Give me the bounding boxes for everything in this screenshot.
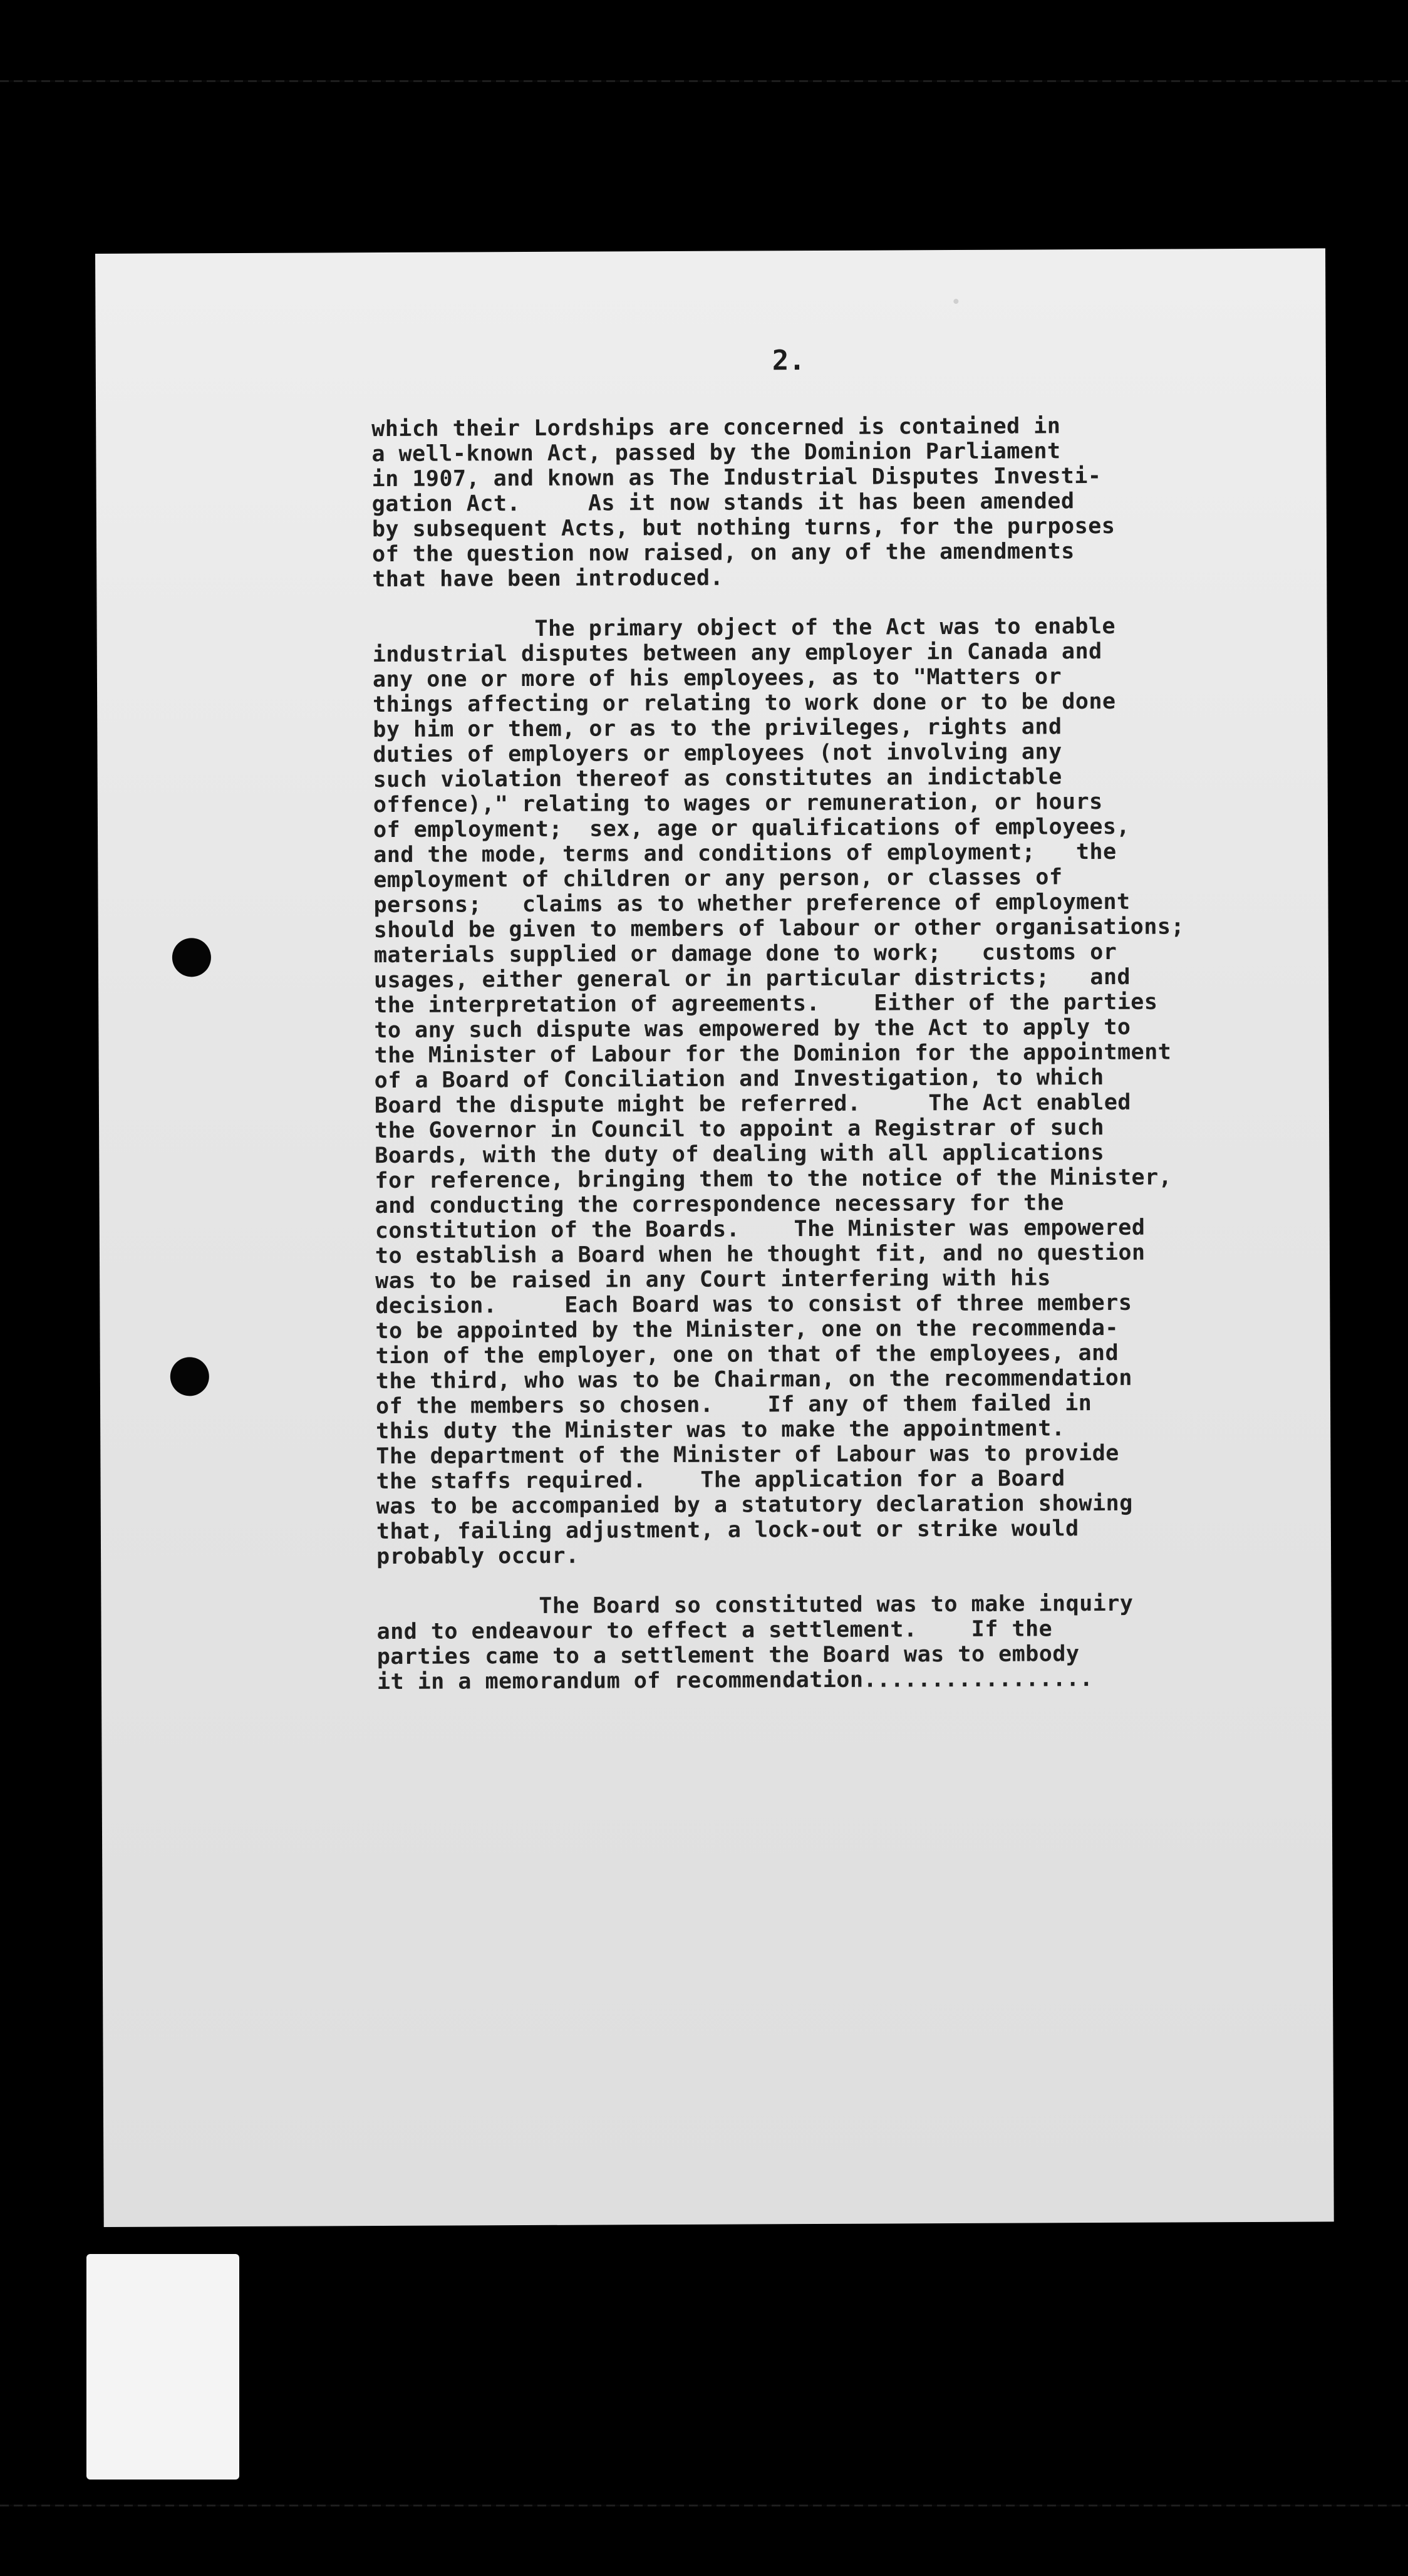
text-line: of a Board of Conciliation and Investigation, to which bbox=[374, 1064, 1104, 1094]
text-line: should be given to members of labour or other organisations; bbox=[373, 914, 1185, 943]
text-line: Boards, with the duty of dealing with all applications bbox=[375, 1140, 1105, 1169]
text-line: by subsequent Acts, but nothing turns, for the purposes bbox=[371, 513, 1116, 543]
text-line: that have been introduced. bbox=[372, 565, 724, 593]
text-line: the Minister of Labour for the Dominion for the appointment bbox=[374, 1039, 1172, 1069]
text-line: that, failing adjustment, a lock-out or strike would bbox=[376, 1516, 1079, 1545]
text-line: such violation thereof as constitutes an indictable bbox=[373, 764, 1062, 793]
punch-hole-bottom bbox=[170, 1357, 209, 1396]
text-line: of employment; sex, age or qualifications of employees, bbox=[373, 814, 1131, 843]
text-line: tion of the employer, one on that of the employees, and bbox=[375, 1340, 1119, 1369]
text-line: materials supplied or damage done to work; customs or bbox=[373, 939, 1117, 969]
punch-hole-top bbox=[172, 938, 211, 977]
page-number: 2. bbox=[772, 345, 805, 377]
text-line: industrial disputes between any employer in Canada and bbox=[372, 638, 1102, 668]
text-line: was to be accompanied by a statutory declaration showing bbox=[376, 1490, 1133, 1520]
document-body bbox=[371, 412, 1323, 1720]
document-page bbox=[95, 248, 1334, 2227]
text-line: probably occur. bbox=[376, 1543, 579, 1570]
text-line: to establish a Board when he thought fit, and no question bbox=[375, 1240, 1146, 1269]
text-line: of the question now raised, on any of the amendments bbox=[372, 539, 1075, 568]
text-line: to any such dispute was empowered by the Act to apply to bbox=[374, 1014, 1131, 1044]
text-line: of the members so chosen. If any of them failed in bbox=[375, 1391, 1092, 1420]
text-line: the staffs required. The application for a Board bbox=[376, 1466, 1065, 1495]
paragraph bbox=[373, 613, 1323, 1569]
text-line: was to be raised in any Court interfering with his bbox=[375, 1265, 1051, 1294]
text-line: a well-known Act, passed by the Dominion Parliament bbox=[371, 439, 1061, 467]
text-line: offence)," relating to wages or remuneration, or hours bbox=[373, 789, 1103, 818]
text-line: Board the dispute might be referred. The Act enabled bbox=[374, 1089, 1132, 1119]
text-line: and to endeavour to effect a settlement. If the bbox=[376, 1616, 1053, 1645]
archive-tab-card bbox=[86, 2254, 239, 2480]
text-line: it in a memorandum of recommendation................. bbox=[376, 1666, 1094, 1695]
scan-bottom-edge bbox=[0, 2505, 1408, 2506]
text-line: things affecting or relating to work done or to be done bbox=[373, 688, 1116, 718]
text-line: which their Lordships are concerned is contained in bbox=[371, 413, 1061, 442]
text-line: decision. Each Board was to consist of three members bbox=[375, 1290, 1132, 1319]
text-line: usages, either general or in particular districts; and bbox=[373, 964, 1131, 994]
text-line: employment of children or any person, or classes of bbox=[373, 865, 1063, 893]
text-line: gation Act. As it now stands it has been amended bbox=[371, 489, 1075, 517]
paragraph bbox=[376, 1590, 1323, 1695]
text-line: duties of employers or employees (not involving any bbox=[373, 739, 1062, 768]
text-line: constitution of the Boards. The Minister was empowered bbox=[375, 1215, 1146, 1244]
text-line: the Governor in Council to appoint a Registrar of such bbox=[375, 1114, 1105, 1144]
text-line: The Board so constituted was to make inquiry bbox=[376, 1591, 1134, 1620]
text-line: The primary object of the Act was to enable bbox=[372, 613, 1116, 643]
text-line: The department of the Minister of Labour was to provide bbox=[376, 1440, 1119, 1470]
speck bbox=[953, 299, 958, 304]
text-line: parties came to a settlement the Board was to embody bbox=[376, 1641, 1080, 1670]
text-line: persons; claims as to whether preference of employment bbox=[373, 889, 1131, 918]
text-line: for reference, bringing them to the notice of the Minister, bbox=[375, 1165, 1172, 1194]
text-line: to be appointed by the Minister, one on the recommenda- bbox=[375, 1315, 1119, 1344]
text-line: any one or more of his employees, as to "Matters or bbox=[372, 664, 1062, 693]
text-line: this duty the Minister was to make the appointment. bbox=[376, 1416, 1065, 1445]
text-line: and the mode, terms and conditions of employment; the bbox=[373, 839, 1117, 868]
paragraph bbox=[371, 412, 1318, 592]
text-line: in 1907, and known as The Industrial Disputes Investi- bbox=[371, 463, 1102, 492]
scan-top-edge bbox=[0, 80, 1408, 82]
text-line: by him or them, or as to the privileges, rights and bbox=[373, 714, 1062, 743]
text-line: and conducting the correspondence necessary for the bbox=[375, 1190, 1064, 1219]
text-line: the third, who was to be Chairman, on the recommendation bbox=[375, 1365, 1132, 1394]
text-line: the interpretation of agreements. Either of the parties bbox=[374, 989, 1158, 1019]
